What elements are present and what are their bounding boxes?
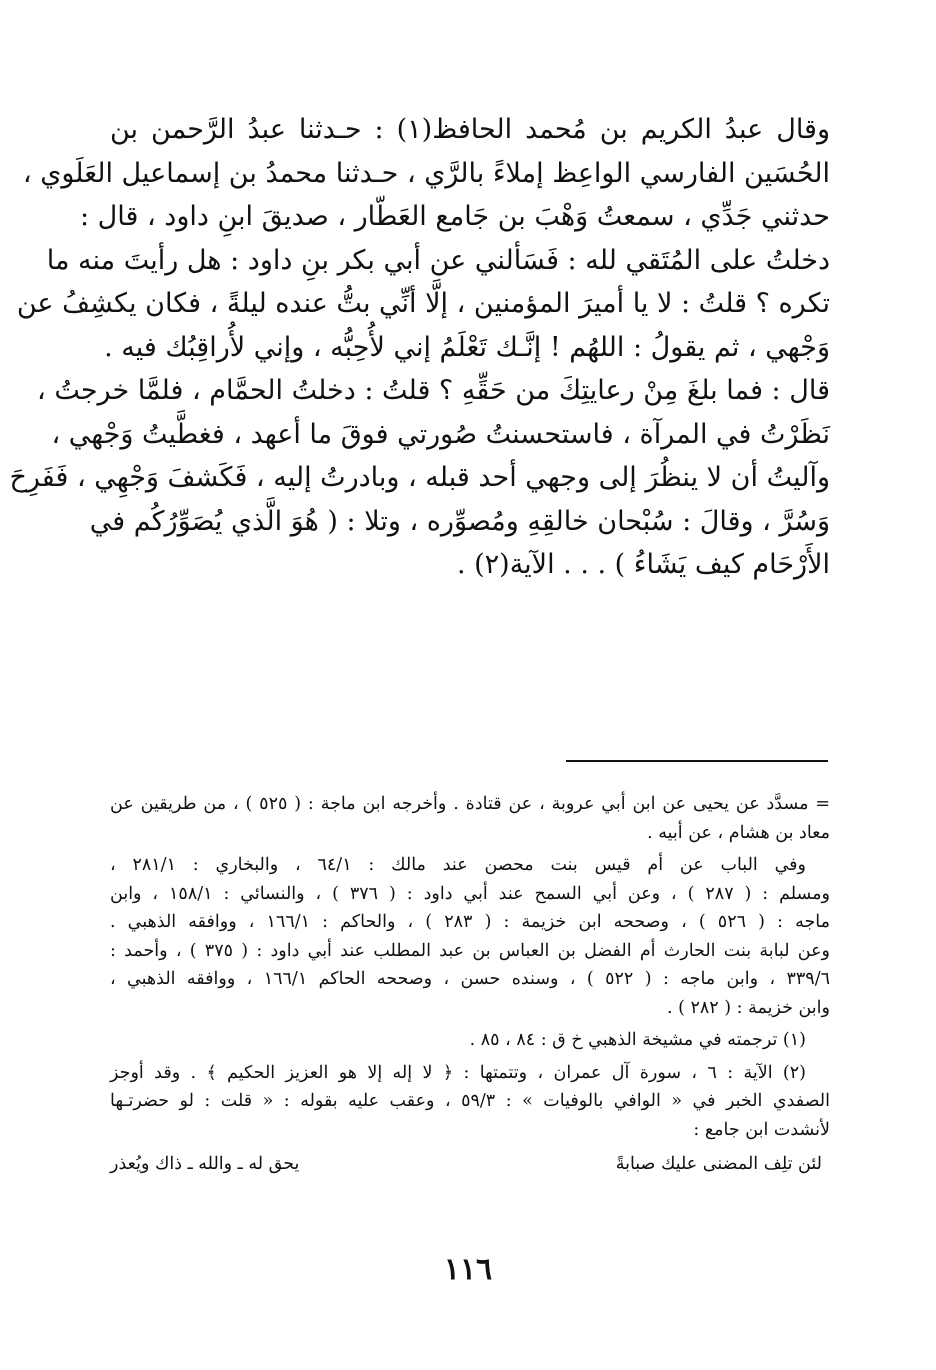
text-line: وآليتُ أن لا ينظُرَ إلى وجهي أحد قبله ، وبادرتُ إليه ، فَكَشفَ وَجْهِي ، فَفَرِحَ	[9, 462, 830, 493]
footnote-line: معاد بن هشام ، عن أبيه .	[647, 822, 830, 843]
footnote-line: ماجه : ( ٥٢٦ ) ، وصححه ابن خزيمة : ( ٢٨٣ ) ، والحاكم : ١٦٦/١ ، ووافقه الذهبي .	[110, 912, 830, 932]
text-line: الحُسَين الفارسي الواعِظ إملاءً بالرَّي ، حـدثنا محمدُ بن إسماعيل العَلَوي ،	[22, 157, 830, 189]
footnote-line: لأنشدت ابن جامع :	[693, 1119, 830, 1140]
footnote-separator	[566, 760, 828, 762]
text-line: الأَرْحَام كيف يَشَاءُ ) . . . الآية(٢) .	[456, 549, 830, 580]
page-number: ١١٦	[443, 1252, 493, 1287]
footnote-line: ومسلم : ( ٢٨٧ ) ، وعن أبي السمح عند أبي داود : ( ٣٧٦ ) ، والنسائي : ١٥٨/١ ، وابن	[110, 883, 830, 904]
footnote-line: وفي الباب عن أم قيس بنت محصن عند مالك : ٦٤/١ ، والبخاري : ٢٨١/١ ،	[110, 855, 806, 875]
text-line: قال : فما بلغَ مِنْ رعايتِكَ من حَقِّهِ ؟ قلتُ : دخلتُ الحمَّام ، فلمَّا خرجتُ ،	[37, 375, 830, 406]
verse-first-hemistich: لئن تلِف المضنى عليك صبابةً	[615, 1154, 822, 1174]
text-line: نَظَرْتُ في المرآة ، فاستحسنتُ صُورتي فوقَ ما أعهد ، فغطَّيتُ وَجْهي ،	[51, 418, 830, 450]
footnote-line: (١) ترجمته في مشيخة الذهبي خ ق : ٨٤ ، ٨٥ .	[469, 1030, 806, 1050]
text-line: وقال عبدُ الكريم بن مُحمد الحافظ(١) : حـدثنا عبدُ الرَّحمن بن	[110, 114, 830, 145]
footnote-line: (٢) الآية : ٦ ، سورة آل عمران ، وتتمتها : ﴿ لا إله إلا هو العزيز الحكيم ﴾ . وقد أوجز	[110, 1062, 806, 1083]
footnote-line: وابن خزيمة : ( ٢٨٢ ) .	[666, 997, 830, 1018]
text-line: وَسُرَّ ، وقالَ : سُبْحان خالقِهِ ومُصوِّره ، وتلا : ( هُوَ الَّذي يُصَوِّرُكُم في	[89, 505, 830, 537]
footnote-bab	[110, 851, 830, 1022]
main-paragraph	[9, 108, 830, 587]
footnote-continuation	[110, 790, 830, 847]
text-line: وَجْهي ، ثم يقولُ : اللهُم ! إنَّـك تَعْلَمُ إني لأُحِبُّه ، وإني لأُراقِبُك فيه .	[104, 331, 830, 363]
main-text-block	[9, 108, 830, 587]
footnote-line: = مسدَّد عن يحيى عن ابن أبي عروبة ، عن قتادة . وأخرجه ابن ماجة : ( ٥٢٥ ) ، من طريقين عن	[110, 794, 830, 814]
poetry-verse	[110, 1150, 830, 1179]
text-line: حدثني جَدِّي ، سمعتُ وَهْبَ بن جَامع العَطّار ، صديقَ ابنِ داود ، قال :	[79, 201, 830, 232]
footnote-1	[110, 1026, 830, 1055]
text-line: دخلتُ على المُتَقي لله : فَسَألني عن أبي بكر بنِ داود : هل رأيتَ منه ما	[46, 244, 830, 276]
footnote-line: الصفدي الخبر في « الوافي بالوفيات » : ٥٩/٣ ، وعقب عليه بقوله : « قلت : لو حضرتـها	[110, 1091, 831, 1111]
footnotes-block	[110, 790, 830, 1183]
verse-second-hemistich: يحق له ـ والله ـ ذاك ويُعذر	[110, 1154, 300, 1174]
text-line: تكره ؟ قلتُ : لا يا أميرَ المؤمنين ، إلَّا أنِّي بتُّ عنده ليلةً ، فكان يكشِفُ عن	[16, 288, 830, 319]
footnote-2	[110, 1059, 830, 1179]
footnote-line: ٣٣٩/٦ ، وابن ماجه : ( ٥٢٢ ) ، وسنده حسن ، وصححه الحاكم ١٦٦/١ ، ووافقه الذهبي ،	[110, 969, 830, 989]
footnote-line: وعن لبابة بنت الحارث أم الفضل بن العباس بن عبد المطلب عند أبي داود : ( ٣٧٥ ) ، وأحمد :	[110, 940, 830, 961]
